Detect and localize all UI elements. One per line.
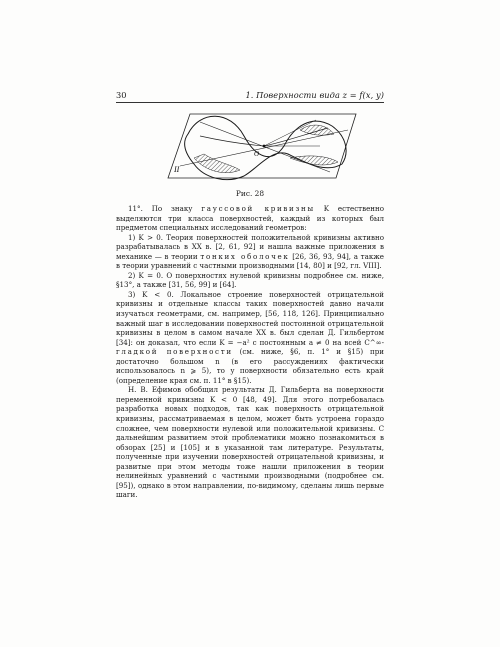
paragraph-negative-curvature: 3) K < 0. Локальное строение поверхностей отрицательной кривизны и отдельные классы таких поверхностей давно начали изучаться геометрами, см. например, [56, 118, 126]. Принципиально важный шаг в исследовании поверхностей постоянной отрицательной кривизны в целом в самом начале XX в. был сделан Д. Гильбертом [34]: он доказал, что если K = −a² с постоянным a ≠ 0 на всей C^∞-гладкой поверхности (см. ниже, §6, п. 1° и §15) при достаточно большом n (в его рассуждениях фактически использовалось n ⩾ 5), то у поверхности обязательно есть край (определение края см. п. 11° в §15). xyxy=(116,289,384,385)
figure-caption: Рис. 28 xyxy=(235,189,265,198)
paragraph-11: 11°. По знаку гауссовой кривизны K естественно выделяются три класса поверхностей, каждый из которых был предметом специальных исследований геометров: xyxy=(116,204,385,233)
paragraph-efimov: Н. В. Ефимов обобщил результаты Д. Гильберта на поверхности переменной кривизны K < 0 [48, 49]. Для этого потребовалась разработка новых подходов, так как поверхность отрицательной кривизны, рассматриваемая в целом, может быть устроена гораздо сложнее, чем поверхности нулевой или положительной кривизны. С дальнейшим развитием этой проблематики можно познакомиться в обзорах [25] и [105] и в указанной там литературе. Результаты, полученные при изучении поверхностей отрицательной кривизны, и развитые при этом методы тоже нашли приложения в теории нелинейных уравнений с частными производными (подробнее см. [95]), однако в этом направлении, по-видимому, сделаны лишь первые шаги. xyxy=(116,385,384,500)
paragraph-positive-curvature: 1) K > 0. Теория поверхностей положительной кривизны активно разрабатывалась в XX в. [2, 61, 92] и нашла важные приложения в механике — в теории тонких оболочек [26, 36, 93, 94], а также в теории уравнений с частными производными [14, 80] и [92, гл. VIII]. xyxy=(116,232,384,271)
plane-label: II xyxy=(174,165,180,174)
paragraph-zero-curvature: 2) K = 0. О поверхностях нулевой кривизны подробнее см. ниже, §13°, а также [31, 56, 99] и [64]. xyxy=(116,270,384,290)
origin-label: O xyxy=(254,150,260,158)
running-title: 1. Поверхности вида z = f(x, y) xyxy=(245,90,384,100)
origin-point xyxy=(263,145,266,148)
shaded-region-lower-right xyxy=(290,156,338,165)
term-gaussian-curvature: гауссовой кривизны xyxy=(201,204,315,213)
page-number: 30 xyxy=(116,90,127,100)
shaded-region-right xyxy=(300,125,334,135)
running-head xyxy=(116,89,384,101)
saddle-illustration xyxy=(160,106,360,186)
saddle-surface-figure xyxy=(160,106,360,186)
body-text xyxy=(116,204,384,500)
term-thin-shells: тонких оболочек xyxy=(200,251,290,261)
term-smooth-surface: гладкой поверхности xyxy=(116,347,233,357)
header-rule xyxy=(116,102,384,103)
shaded-region-left xyxy=(194,154,240,173)
